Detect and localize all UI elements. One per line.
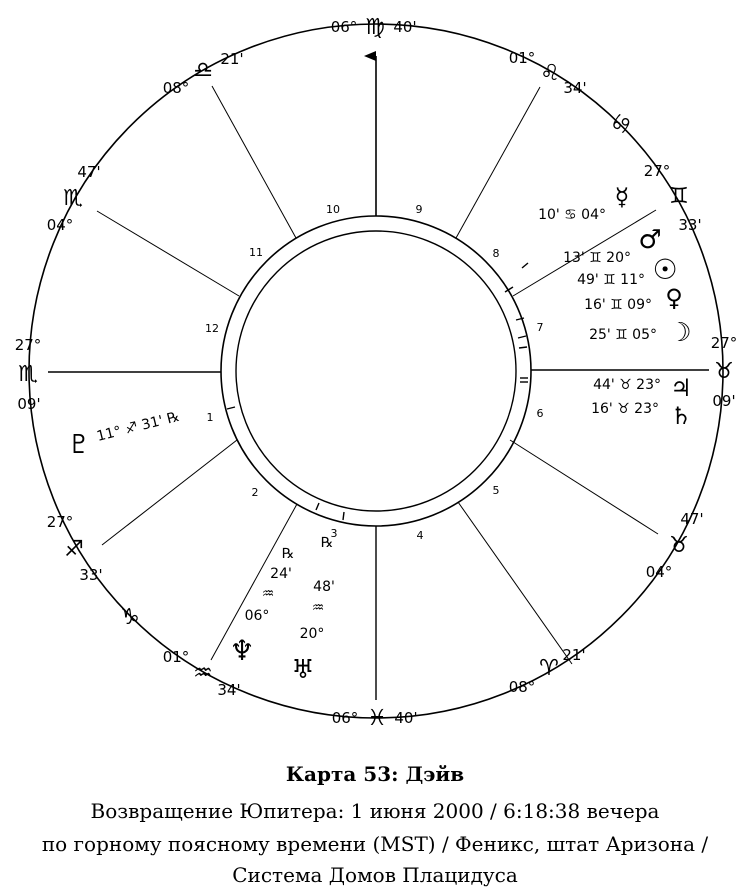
cusp-3-label: [644, 162, 702, 234]
cusp-11-label: [47, 163, 101, 234]
house-number-11: 11: [249, 246, 263, 259]
planet-pluto: [67, 409, 181, 460]
cusp-7-degrees: 06°: [331, 709, 359, 727]
cusp-4-sign-icon: ♉: [714, 359, 734, 384]
chart-title: Карта 53: Дэйв: [285, 762, 465, 786]
house-number-2: 2: [251, 486, 259, 499]
mars-icon: ♂: [638, 225, 662, 255]
cusp-line-9: [456, 87, 540, 238]
uranus-sign-icon: ♒: [311, 600, 325, 616]
sun-icon: ☉: [652, 253, 678, 286]
cusp-5-degrees: 04°: [645, 563, 673, 581]
cusp-line-12: [97, 211, 239, 296]
venus-icon: ♀: [665, 284, 683, 312]
chart-subtitle-line-3: Система Домов Плацидуса: [232, 863, 518, 887]
cusp-9-minutes: 33': [79, 566, 103, 584]
cusp-8-minutes: 34': [217, 681, 241, 699]
planet-moon: [589, 318, 692, 348]
cusp-line-6: [510, 440, 658, 534]
cusp-5-minutes: 47': [680, 510, 704, 528]
chart-subtitle-line-2: по горному поясному времени (MST) / Феникс, штат Аризона /: [41, 832, 709, 856]
saturn-position: 16' ♉ 23°: [591, 401, 659, 417]
cusp-12-degrees: 08°: [162, 79, 190, 97]
cusp-2-label: [509, 49, 587, 97]
uranus-retrograde: ℞: [320, 535, 334, 551]
moon-position: 25' ♊ 05°: [589, 327, 657, 343]
cusp-11-degrees: 04°: [46, 216, 74, 234]
cusp-10-sign-icon: ♏: [18, 362, 38, 387]
chart-subtitle-line-1: Возвращение Юпитера: 1 июня 2000 / 6:18:38 вечера: [90, 799, 660, 823]
uranus-icon: ♅: [291, 655, 315, 685]
cusp-9-sign-icon: ♐: [64, 537, 84, 562]
cusp-1-sign-icon: ♍: [365, 15, 385, 40]
pluto-position: 11° ♐ 31' ℞: [95, 408, 182, 445]
saturn-icon: ♄: [670, 402, 692, 430]
house-number-5: 5: [492, 484, 500, 497]
cusp-4-degrees: 27°: [710, 334, 738, 352]
planet-saturn: [591, 401, 692, 430]
house-number-7: 7: [536, 321, 544, 334]
cusp-12-label: [163, 50, 244, 97]
pluto-icon: ♇: [67, 430, 91, 460]
cusp-11-minutes: 47': [77, 163, 101, 181]
uranus-minutes: 48': [313, 579, 335, 595]
intercepted-capricorn-icon: ♑: [120, 605, 140, 630]
neptune-retrograde: ℞: [281, 546, 295, 562]
planet-uranus: [291, 535, 334, 685]
cusp-7-minutes: 40': [394, 709, 418, 727]
cusp-8-degrees: 01°: [162, 648, 190, 666]
house-number-4: 4: [416, 529, 424, 542]
cusp-6-label: [509, 646, 586, 696]
cusp-5-sign-icon: ♉: [669, 533, 689, 558]
cusp-3-sign-icon: ♊: [669, 184, 689, 209]
cusp-12-minutes: 21': [220, 50, 244, 68]
cusp-3-minutes: 33': [678, 216, 702, 234]
planet-jupiter: [593, 374, 692, 402]
mercury-position: 10' ♋ 04°: [538, 207, 606, 223]
neptune-icon: ♆: [229, 634, 255, 667]
cusp-line-5: [458, 502, 572, 664]
cusp-4-minutes: 09': [712, 392, 736, 410]
planet-mars: [563, 225, 662, 266]
cusp-5-label: [646, 510, 704, 581]
cusp-1-degrees: 06°: [330, 18, 358, 36]
cusp-9-degrees: 27°: [46, 513, 74, 531]
planet-ticks: [227, 263, 528, 520]
planet-venus: [584, 284, 683, 313]
mars-position: 13' ♊ 20°: [563, 250, 631, 266]
mercury-icon: ☿: [614, 183, 630, 211]
cusp-2-sign-icon: ♌: [540, 61, 560, 86]
cusp-9-label: [47, 513, 103, 584]
cusp-11-sign-icon: ♏: [63, 186, 83, 211]
neptune-degrees: 06°: [244, 608, 270, 624]
cusp-3-degrees: 27°: [643, 162, 671, 180]
house-number-9: 9: [415, 203, 423, 216]
sun-position: 49' ♊ 11°: [577, 272, 645, 288]
cusp-2-minutes: 34': [563, 79, 587, 97]
planet-neptune: [229, 546, 294, 667]
cusp-line-11: [212, 86, 296, 238]
middle-ring: [221, 216, 531, 526]
cusp-1-label: [331, 15, 417, 40]
house-number-8: 8: [492, 247, 500, 260]
cusp-4-label: [711, 334, 738, 410]
cusp-line-2: [102, 440, 237, 545]
cusp-12-sign-icon: ♎: [193, 58, 213, 83]
cusp-6-degrees: 08°: [508, 678, 536, 696]
house-number-3: 3: [330, 527, 338, 540]
moon-icon: ☽: [668, 318, 692, 348]
house-number-1: 1: [206, 411, 214, 424]
inner-ring: [236, 231, 516, 511]
venus-position: 16' ♊ 09°: [584, 297, 652, 313]
neptune-minutes: 24': [270, 566, 292, 582]
cusp-6-minutes: 21': [562, 646, 586, 664]
intercepted-cancer-icon: ♋: [606, 109, 639, 140]
house-number-12: 12: [205, 322, 219, 335]
jupiter-icon: ♃: [670, 374, 692, 402]
jupiter-position: 44' ♉ 23°: [593, 377, 661, 393]
planet-mercury: [538, 183, 629, 223]
neptune-sign-icon: ♒: [261, 586, 275, 602]
cusp-10-degrees: 27°: [14, 336, 42, 354]
cusp-7-label: [332, 706, 418, 731]
cusp-8-sign-icon: ♒: [193, 661, 213, 686]
cusp-10-minutes: 09': [17, 395, 41, 413]
cusp-10-label: [15, 336, 42, 413]
cusp-6-sign-icon: ♈: [539, 656, 559, 681]
cusp-7-sign-icon: ♓: [367, 706, 387, 731]
cusp-2-degrees: 01°: [508, 49, 536, 67]
house-number-6: 6: [536, 407, 544, 420]
uranus-degrees: 20°: [299, 626, 325, 642]
house-number-10: 10: [326, 203, 340, 216]
cusp-1-minutes: 40': [393, 18, 417, 36]
